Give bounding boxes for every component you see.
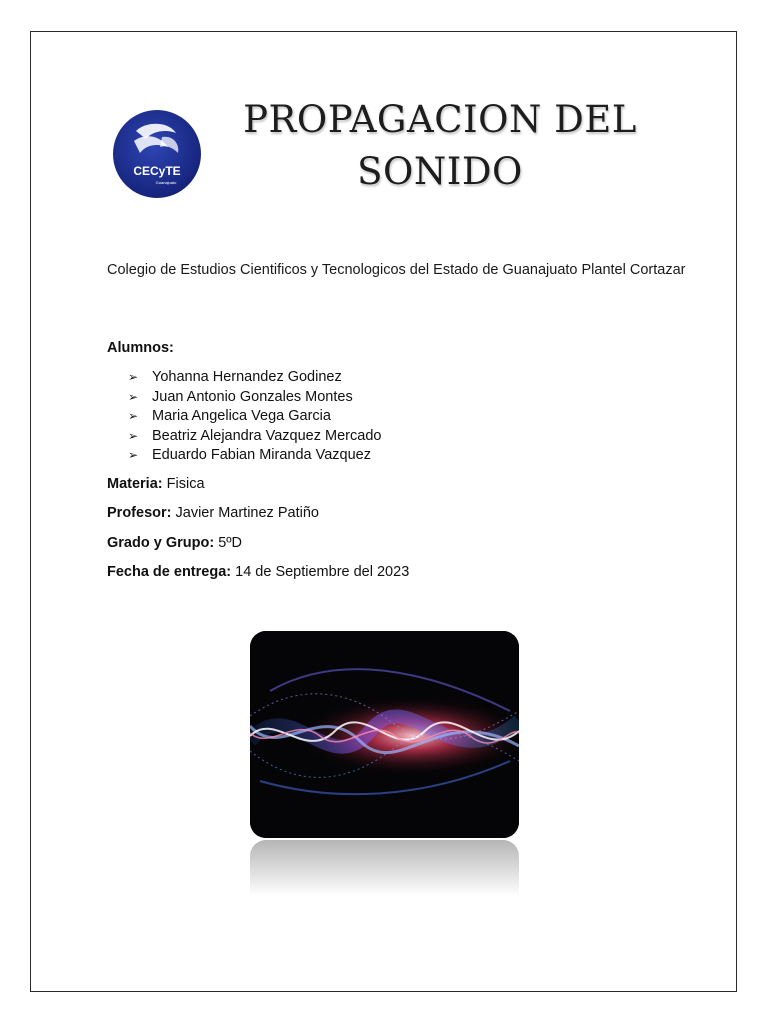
sound-wave-image <box>250 631 519 838</box>
arrowhead-bullet-icon: ➢ <box>128 389 139 404</box>
arrowhead-bullet-icon: ➢ <box>128 409 139 423</box>
page-title <box>230 94 650 198</box>
teacher-line <box>107 504 319 522</box>
list-item <box>128 388 381 408</box>
list-item <box>128 368 381 388</box>
title-line-2: SONIDO <box>357 150 523 193</box>
students-list <box>128 368 381 466</box>
arrowhead-bullet-icon: ➢ <box>128 370 139 384</box>
group-label: Grado y Grupo: <box>107 535 215 551</box>
student-name: Juan Antonio Gonzales Montes <box>152 388 353 405</box>
sound-wave-graphic <box>250 631 519 838</box>
arrowhead-bullet-icon: ➢ <box>128 428 139 443</box>
subject-line <box>107 475 205 493</box>
students-label: Alumnos: <box>107 340 174 356</box>
student-name: Maria Angelica Vega Garcia <box>152 408 331 424</box>
teacher-label: Profesor: <box>107 505 172 521</box>
student-name: Beatriz Alejandra Vazquez Mercado <box>152 427 382 444</box>
logo-text: CECyTE <box>133 164 181 178</box>
logo-subtext: Guanajuato <box>155 180 177 185</box>
title-line-1: PROPAGACION DEL <box>243 98 637 141</box>
date-label: Fecha de entrega: <box>107 564 232 580</box>
subject-label: Materia: <box>107 476 163 492</box>
school-name: Colegio de Estudios Cientificos y Tecnologicos del Estado de Guanajuato Plantel Cortazar <box>107 262 686 278</box>
list-item <box>128 446 381 466</box>
list-item <box>128 407 381 427</box>
subject-value: Fisica <box>166 476 205 492</box>
teacher-value: Javier Martinez Patiño <box>175 505 319 521</box>
cecyte-logo <box>106 103 208 205</box>
group-line <box>107 534 242 552</box>
date-value: 14 de Septiembre del 2023 <box>235 564 410 580</box>
student-name: Yohanna Hernandez Godinez <box>152 369 342 385</box>
image-reflection <box>250 840 519 896</box>
date-line <box>107 563 409 581</box>
group-value: 5ºD <box>218 535 243 551</box>
student-name: Eduardo Fabian Miranda Vazquez <box>152 447 371 463</box>
list-item <box>128 427 381 447</box>
arrowhead-bullet-icon: ➢ <box>128 448 139 462</box>
